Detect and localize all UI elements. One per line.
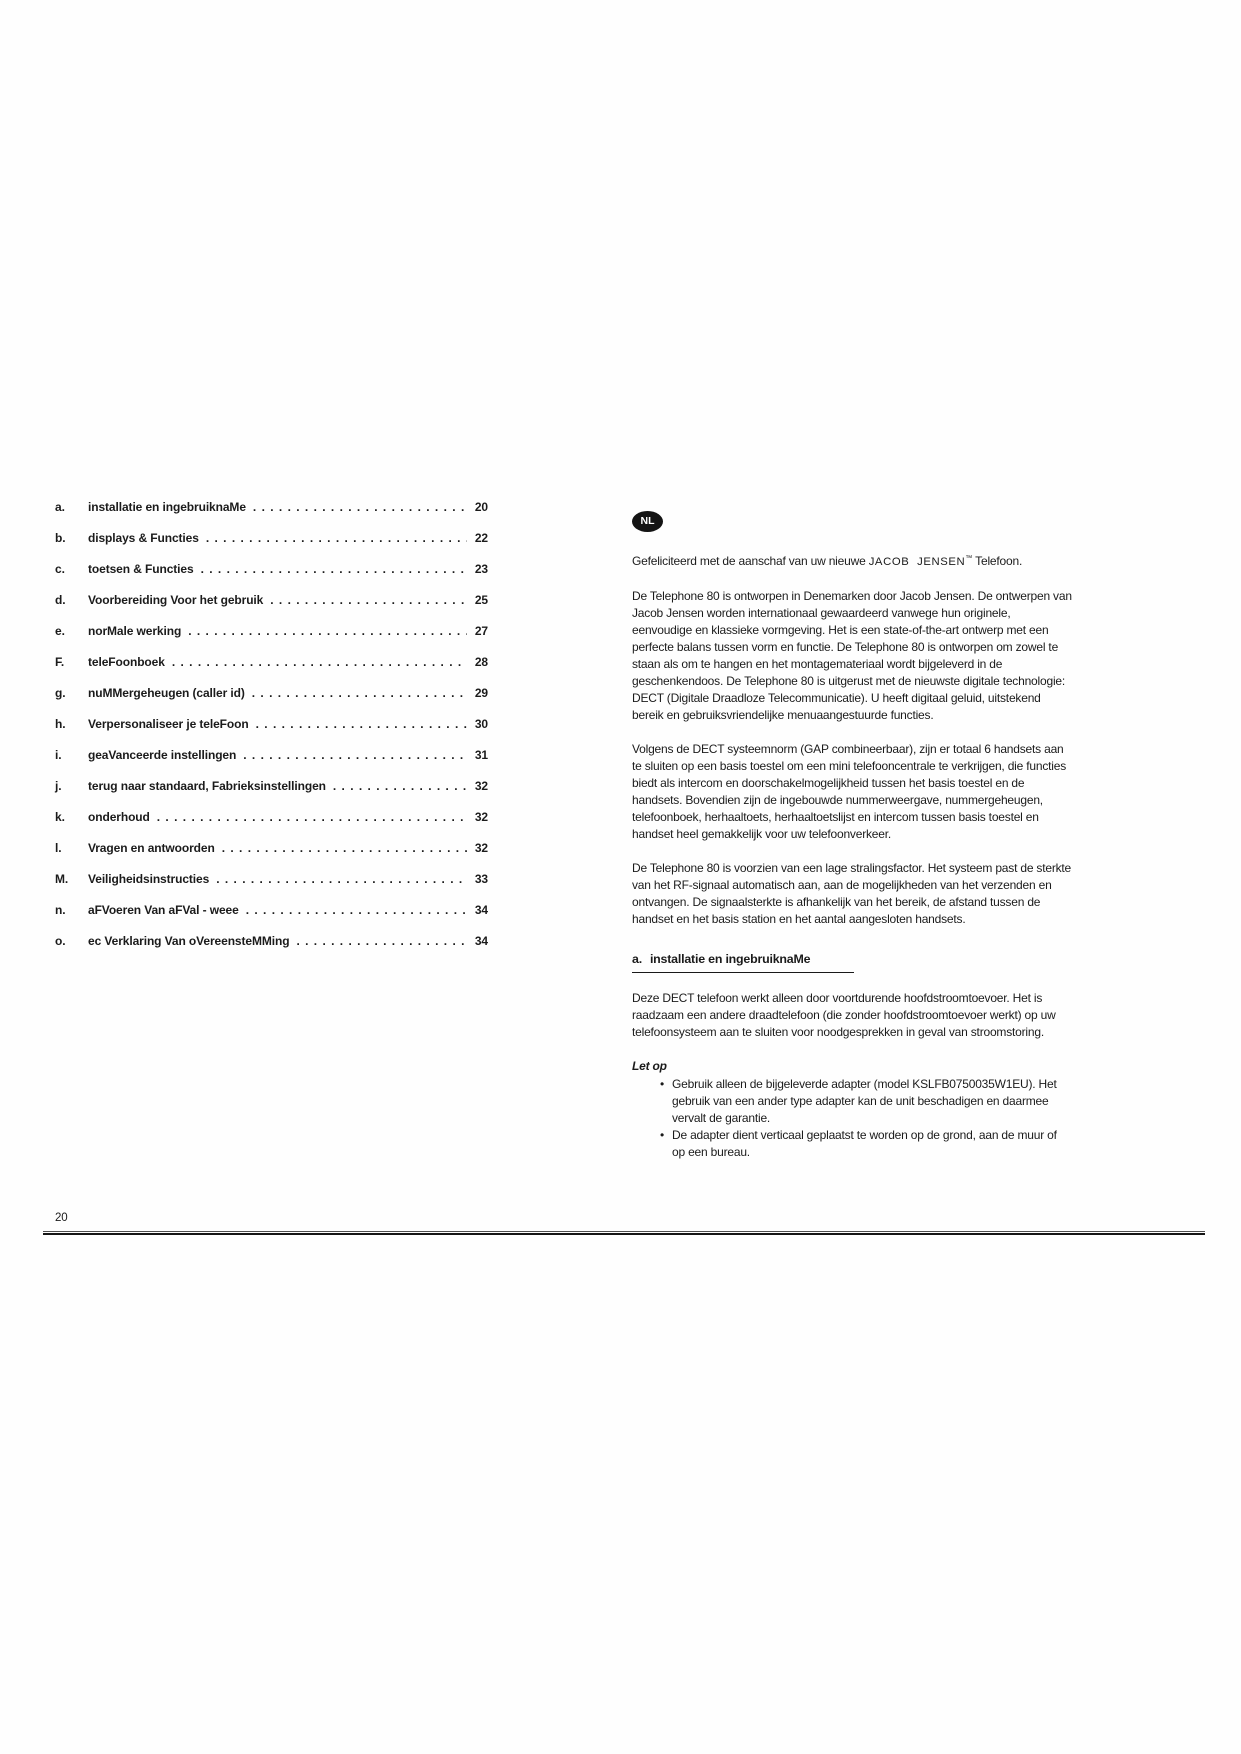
- list-item: [632, 1076, 1072, 1127]
- toc-title: aFVoeren Van aFVal - weee: [88, 903, 239, 917]
- toc-page-number: 32: [474, 810, 488, 824]
- toc-leader-dots: [188, 623, 467, 640]
- body-paragraph-design: De Telephone 80 is ontworpen in Denemarken door Jacob Jensen. De ontwerpen van Jacob Jensen worden internationaal gewaardeerd vanwege hun originele, eenvoudige en klassieke vormgeving. Het is een state-of-the-art ontwerp met een perfecte balans tussen vorm en functie. De Telephone 80 is ontworpen om zowel te staan als om te hangen en het montagemateriaal wordt bijgeleverd in de geschenkendoos. De Telephone 80 is uitgerust met de nieuwste digitale technologie: DECT (Digitale Draadloze Telecommunicatie). U heeft digitaal geluid, uitstekend bereik en gebruiksvriendelijke menuaangestuurde functies.: [632, 589, 1072, 722]
- toc-row: [55, 809, 488, 826]
- toc-page-number: 34: [474, 934, 488, 948]
- toc-page-number: 33: [474, 872, 488, 886]
- toc-leader-dots: [253, 499, 467, 516]
- toc-page-number: 22: [474, 531, 488, 545]
- toc-leader-dots: [201, 561, 467, 578]
- toc-row: [55, 530, 488, 547]
- list-item: [632, 1127, 1072, 1161]
- toc-letter: l.: [55, 841, 62, 855]
- toc-row: [55, 623, 488, 640]
- bullet-text-adapter-model: Gebruik alleen de bijgeleverde adapter (model KSLFB0750035W1EU). Het gebruik van een ander type adapter kan de unit beschadigen en daarmee vervalt de garantie.: [672, 1077, 1057, 1125]
- toc-letter: b.: [55, 531, 66, 545]
- toc-letter: h.: [55, 717, 66, 731]
- toc-letter: M.: [55, 872, 69, 886]
- toc-leader-dots: [296, 933, 467, 950]
- toc-page-number: 32: [474, 779, 488, 793]
- toc-row: [55, 871, 488, 888]
- toc-title: norMale werking: [88, 624, 182, 638]
- body-paragraph-radiation: De Telephone 80 is voorzien van een lage stralingsfactor. Het systeem past de sterkte van het RF-signaal automatisch aan, aan de mogelijkheden van het verzenden en ontvangen. De signaalsterkte is afhankelijk van het bereik, de afstand tussen de handset en het basis station en het aantal aangesloten handsets.: [632, 861, 1072, 926]
- toc-letter: o.: [55, 934, 66, 948]
- toc-row: [55, 716, 488, 733]
- trademark-symbol: ™: [965, 555, 973, 562]
- toc-title: nuMMergeheugen (caller id): [88, 686, 245, 700]
- toc-row: [55, 561, 488, 578]
- toc-row: [55, 592, 488, 609]
- toc-page-number: 27: [474, 624, 488, 638]
- toc-page-number: 30: [474, 717, 488, 731]
- bullet-icon: •: [660, 1077, 665, 1091]
- toc-letter: e.: [55, 624, 65, 638]
- toc-row: [55, 654, 488, 671]
- toc-letter: c.: [55, 562, 65, 576]
- intro-text-before: Gefeliciteerd met de aanschaf van uw nieuwe: [632, 554, 869, 568]
- toc-page-number: 32: [474, 841, 488, 855]
- toc-title: Voorbereiding Voor het gebruik: [88, 593, 264, 607]
- toc-leader-dots: [333, 778, 467, 795]
- toc-leader-dots: [216, 871, 467, 888]
- toc-letter: a.: [55, 500, 65, 514]
- toc-letter: j.: [55, 779, 62, 793]
- body-paragraph-install: Deze DECT telefoon werkt alleen door voortdurende hoofdstroomtoevoer. Het is raadzaam een andere draadtelefoon (die zonder hoofdstroomtoevoer werkt) op uw telefoonsysteem aan te sluiten voor noodgesprekken in geval van stroomstoring.: [632, 991, 1056, 1039]
- toc-page-number: 23: [474, 562, 488, 576]
- toc-title: displays & Functies: [88, 531, 199, 545]
- bullet-icon: •: [660, 1128, 665, 1142]
- footer-divider-rule: [43, 1231, 1205, 1235]
- toc-page-number: 20: [474, 500, 488, 514]
- toc-page-number: 25: [474, 593, 488, 607]
- toc-leader-dots: [246, 902, 467, 919]
- toc-letter: k.: [55, 810, 65, 824]
- main-text-column: [632, 511, 1072, 1161]
- toc-title: onderhoud: [88, 810, 150, 824]
- toc-leader-dots: [172, 654, 467, 671]
- toc-leader-dots: [206, 530, 467, 547]
- section-heading-installatie: [632, 951, 1072, 973]
- toc-row: [55, 685, 488, 702]
- page-number: 20: [55, 1212, 68, 1224]
- body-paragraph-dect: Volgens de DECT systeemnorm (GAP combineerbaar), zijn er totaal 6 handsets aan te sluiten op een basis toestel om een mini telefooncentrale te verkrijgen, die functies biedt als intercom en doorschakelmogelijkheid tussen het basis toestel en de handsets. Bovendien zijn de ingebouwde nummerweergave, nummergeheugen, telefoonboek, herhaaltoets, herhaaltoetslijst en intercom tussen basis toestel en handset heel gemakkelijk voor uw telefoonverkeer.: [632, 742, 1066, 841]
- section-heading-title: installatie en ingebruiknaMe: [649, 952, 811, 966]
- toc-letter: d.: [55, 593, 66, 607]
- toc-leader-dots: [243, 747, 467, 764]
- intro-text-after: Telefoon.: [972, 554, 1023, 568]
- toc-title: geaVanceerde instellingen: [88, 748, 237, 762]
- toc-row: [55, 747, 488, 764]
- toc-row: [55, 778, 488, 795]
- toc-row: [55, 499, 488, 516]
- toc-title: terug naar standaard, Fabrieksinstellingen: [88, 779, 326, 793]
- toc-letter: n.: [55, 903, 66, 917]
- toc-leader-dots: [252, 685, 467, 702]
- language-badge-nl: NL: [632, 511, 663, 532]
- toc-leader-dots: [222, 840, 467, 857]
- toc-row: [55, 933, 488, 950]
- brand-name: JACOB JENSEN: [868, 556, 966, 568]
- intro-paragraph: [632, 550, 1072, 571]
- toc-title: Veiligheidsinstructies: [88, 872, 210, 886]
- toc-title: installatie en ingebruiknaMe: [88, 500, 246, 514]
- toc-row: [55, 840, 488, 857]
- toc-page-number: 31: [474, 748, 488, 762]
- toc-letter: g.: [55, 686, 66, 700]
- toc-letter: F.: [55, 655, 65, 669]
- toc-letter: i.: [55, 748, 62, 762]
- toc-title: teleFoonboek: [88, 655, 165, 669]
- section-heading-prefix: a.: [632, 952, 642, 966]
- toc-leader-dots: [157, 809, 467, 826]
- toc-page-number: 29: [474, 686, 488, 700]
- note-heading: Let op: [632, 1059, 667, 1073]
- section-heading-underline: [632, 951, 854, 973]
- toc-title: toetsen & Functies: [88, 562, 194, 576]
- bullet-text-adapter-placement: De adapter dient verticaal geplaatst te worden op de grond, aan de muur of op een bureau.: [672, 1128, 1057, 1159]
- toc-page-number: 34: [474, 903, 488, 917]
- toc-title: Verpersonaliseer je teleFoon: [88, 717, 249, 731]
- toc-leader-dots: [256, 716, 467, 733]
- toc-page-number: 28: [474, 655, 488, 669]
- toc-title: ec Verklaring Van oVereensteMMing: [88, 934, 290, 948]
- bullet-list: [632, 1076, 1072, 1161]
- toc-row: [55, 902, 488, 919]
- toc-leader-dots: [270, 592, 467, 609]
- table-of-contents: [55, 499, 488, 964]
- toc-title: Vragen en antwoorden: [88, 841, 215, 855]
